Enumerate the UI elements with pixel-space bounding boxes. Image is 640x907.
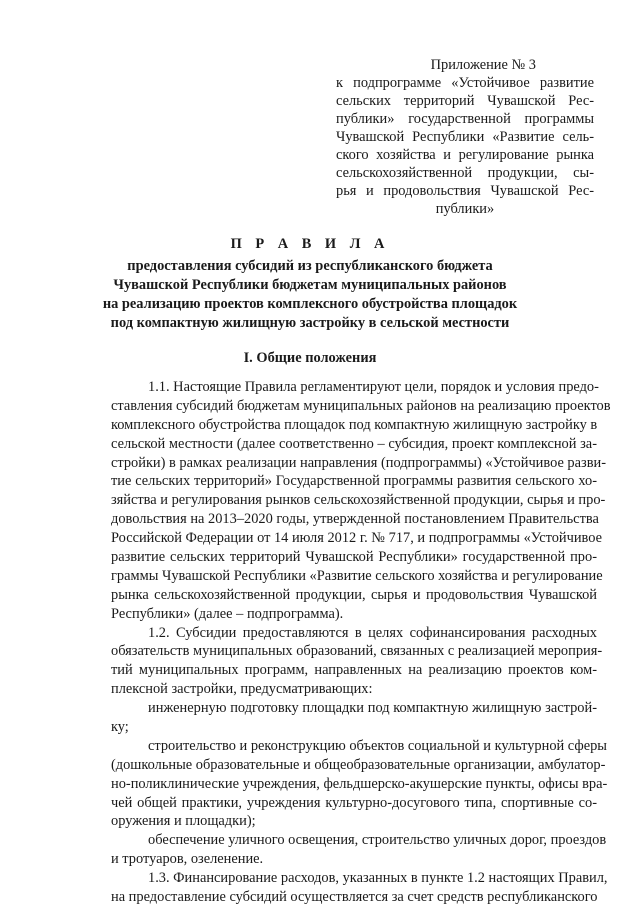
body-line: плексной застройки, предусматривающих: [111, 681, 373, 698]
document-body [111, 378, 611, 907]
body-line: стройки) в рамках реализации направления (подпрограммы) «Устойчивое разви- [111, 454, 606, 471]
body-line: 1.2. Субсидии предоставляются в целях софинансирования расходных [148, 624, 597, 641]
body-line: но-поликлинические учреждения, фельдшерско-акушерские пункты, офисы вра- [111, 775, 608, 792]
document-title [100, 235, 520, 333]
body-line: Российской Федерации от 14 июля 2012 г. № 717, и подпрограммы «Устойчивое [111, 530, 602, 547]
annex-line: публики» [435, 201, 495, 217]
rules-title-word: П Р А В И Л А [230, 236, 390, 252]
title-line: Чувашской Республики бюджетам муниципальных районов [113, 277, 507, 293]
annex-line: рья и продовольствия Чувашской Рес- [336, 183, 594, 199]
body-line: сельской местности (далее соответственно – субсидия, проект комплексной за- [111, 435, 597, 452]
annex-line: Чувашской Республики «Развитие сель- [336, 129, 594, 145]
body-line: зяйства и регулирования рынков сельскохозяйственной продукции, сырья и про- [111, 492, 606, 509]
body-line: строительство и реконструкцию объектов социальной и культурной сферы [148, 737, 607, 754]
body-line: довольствия на 2013–2020 годы, утвержденной постановлением Правительства [111, 511, 599, 528]
body-line: чей общей практики, учреждения культурно-досугового типа, спортивные со- [111, 794, 597, 811]
body-line: граммы Чувашской Республики «Развитие сельского хозяйства и регулирование [111, 567, 603, 584]
body-line: 1.3. Финансирование расходов, указанных в пункте 1.2 настоящих Правил, [148, 870, 608, 887]
body-line: обязательств муниципальных образований, связанных с реализацией мероприя- [111, 643, 603, 660]
annex-line: ского хозяйства и регулирование рынка [336, 147, 594, 163]
body-line: ставления субсидий бюджетам муниципальных районов на реализацию проектов [111, 397, 611, 414]
body-line: тий муниципальных программ, направленных на реализацию проектов ком- [111, 662, 597, 679]
body-line: на предоставление субсидий осуществляется за счет средств республиканского [111, 889, 598, 906]
annex-line: сельских территорий Чувашской Рес- [336, 93, 594, 109]
body-line: рынка сельскохозяйственной продукции, сырья и продовольствия Чувашской [111, 586, 597, 603]
title-line: на реализацию проектов комплексного обустройства площадок [102, 296, 518, 312]
annex-line: Приложение № 3 [430, 57, 536, 73]
body-line: 1.1. Настоящие Правила регламентируют цели, порядок и условия предо- [148, 379, 599, 395]
body-line: Республики» (далее – подпрограмма). [111, 605, 344, 622]
body-line: развитие сельских территорий Чувашской Республики» государственной про- [111, 549, 597, 566]
title-line: предоставления субсидий из республиканского бюджета [127, 258, 493, 274]
section-heading: I. Общие положения [243, 350, 377, 366]
body-line: обеспечение уличного освещения, строительство уличных дорог, проездов [148, 832, 607, 849]
body-line: инженерную подготовку площадки под компактную жилищную застрой- [148, 700, 597, 717]
annex-header [336, 56, 594, 218]
annex-line: сельскохозяйственной продукции, сы- [336, 165, 594, 181]
body-line: комплексного обустройства площадок под компактную жилищную застройку в [111, 416, 598, 433]
annex-line: публики» государственной программы [336, 111, 594, 127]
body-line: (дошкольные образовательные и общеобразовательные организации, амбулатор- [111, 756, 606, 773]
body-line: тие сельских территорий» Государственной программы развития сельского хо- [111, 473, 597, 490]
body-line: и тротуаров, озеленение. [111, 851, 264, 868]
body-line: ку; [111, 719, 129, 736]
title-line: под компактную жилищную застройку в сельской местности [110, 315, 510, 331]
body-line: оружения и площадки); [111, 813, 256, 830]
annex-line: к подпрограмме «Устойчивое развитие [336, 75, 594, 91]
